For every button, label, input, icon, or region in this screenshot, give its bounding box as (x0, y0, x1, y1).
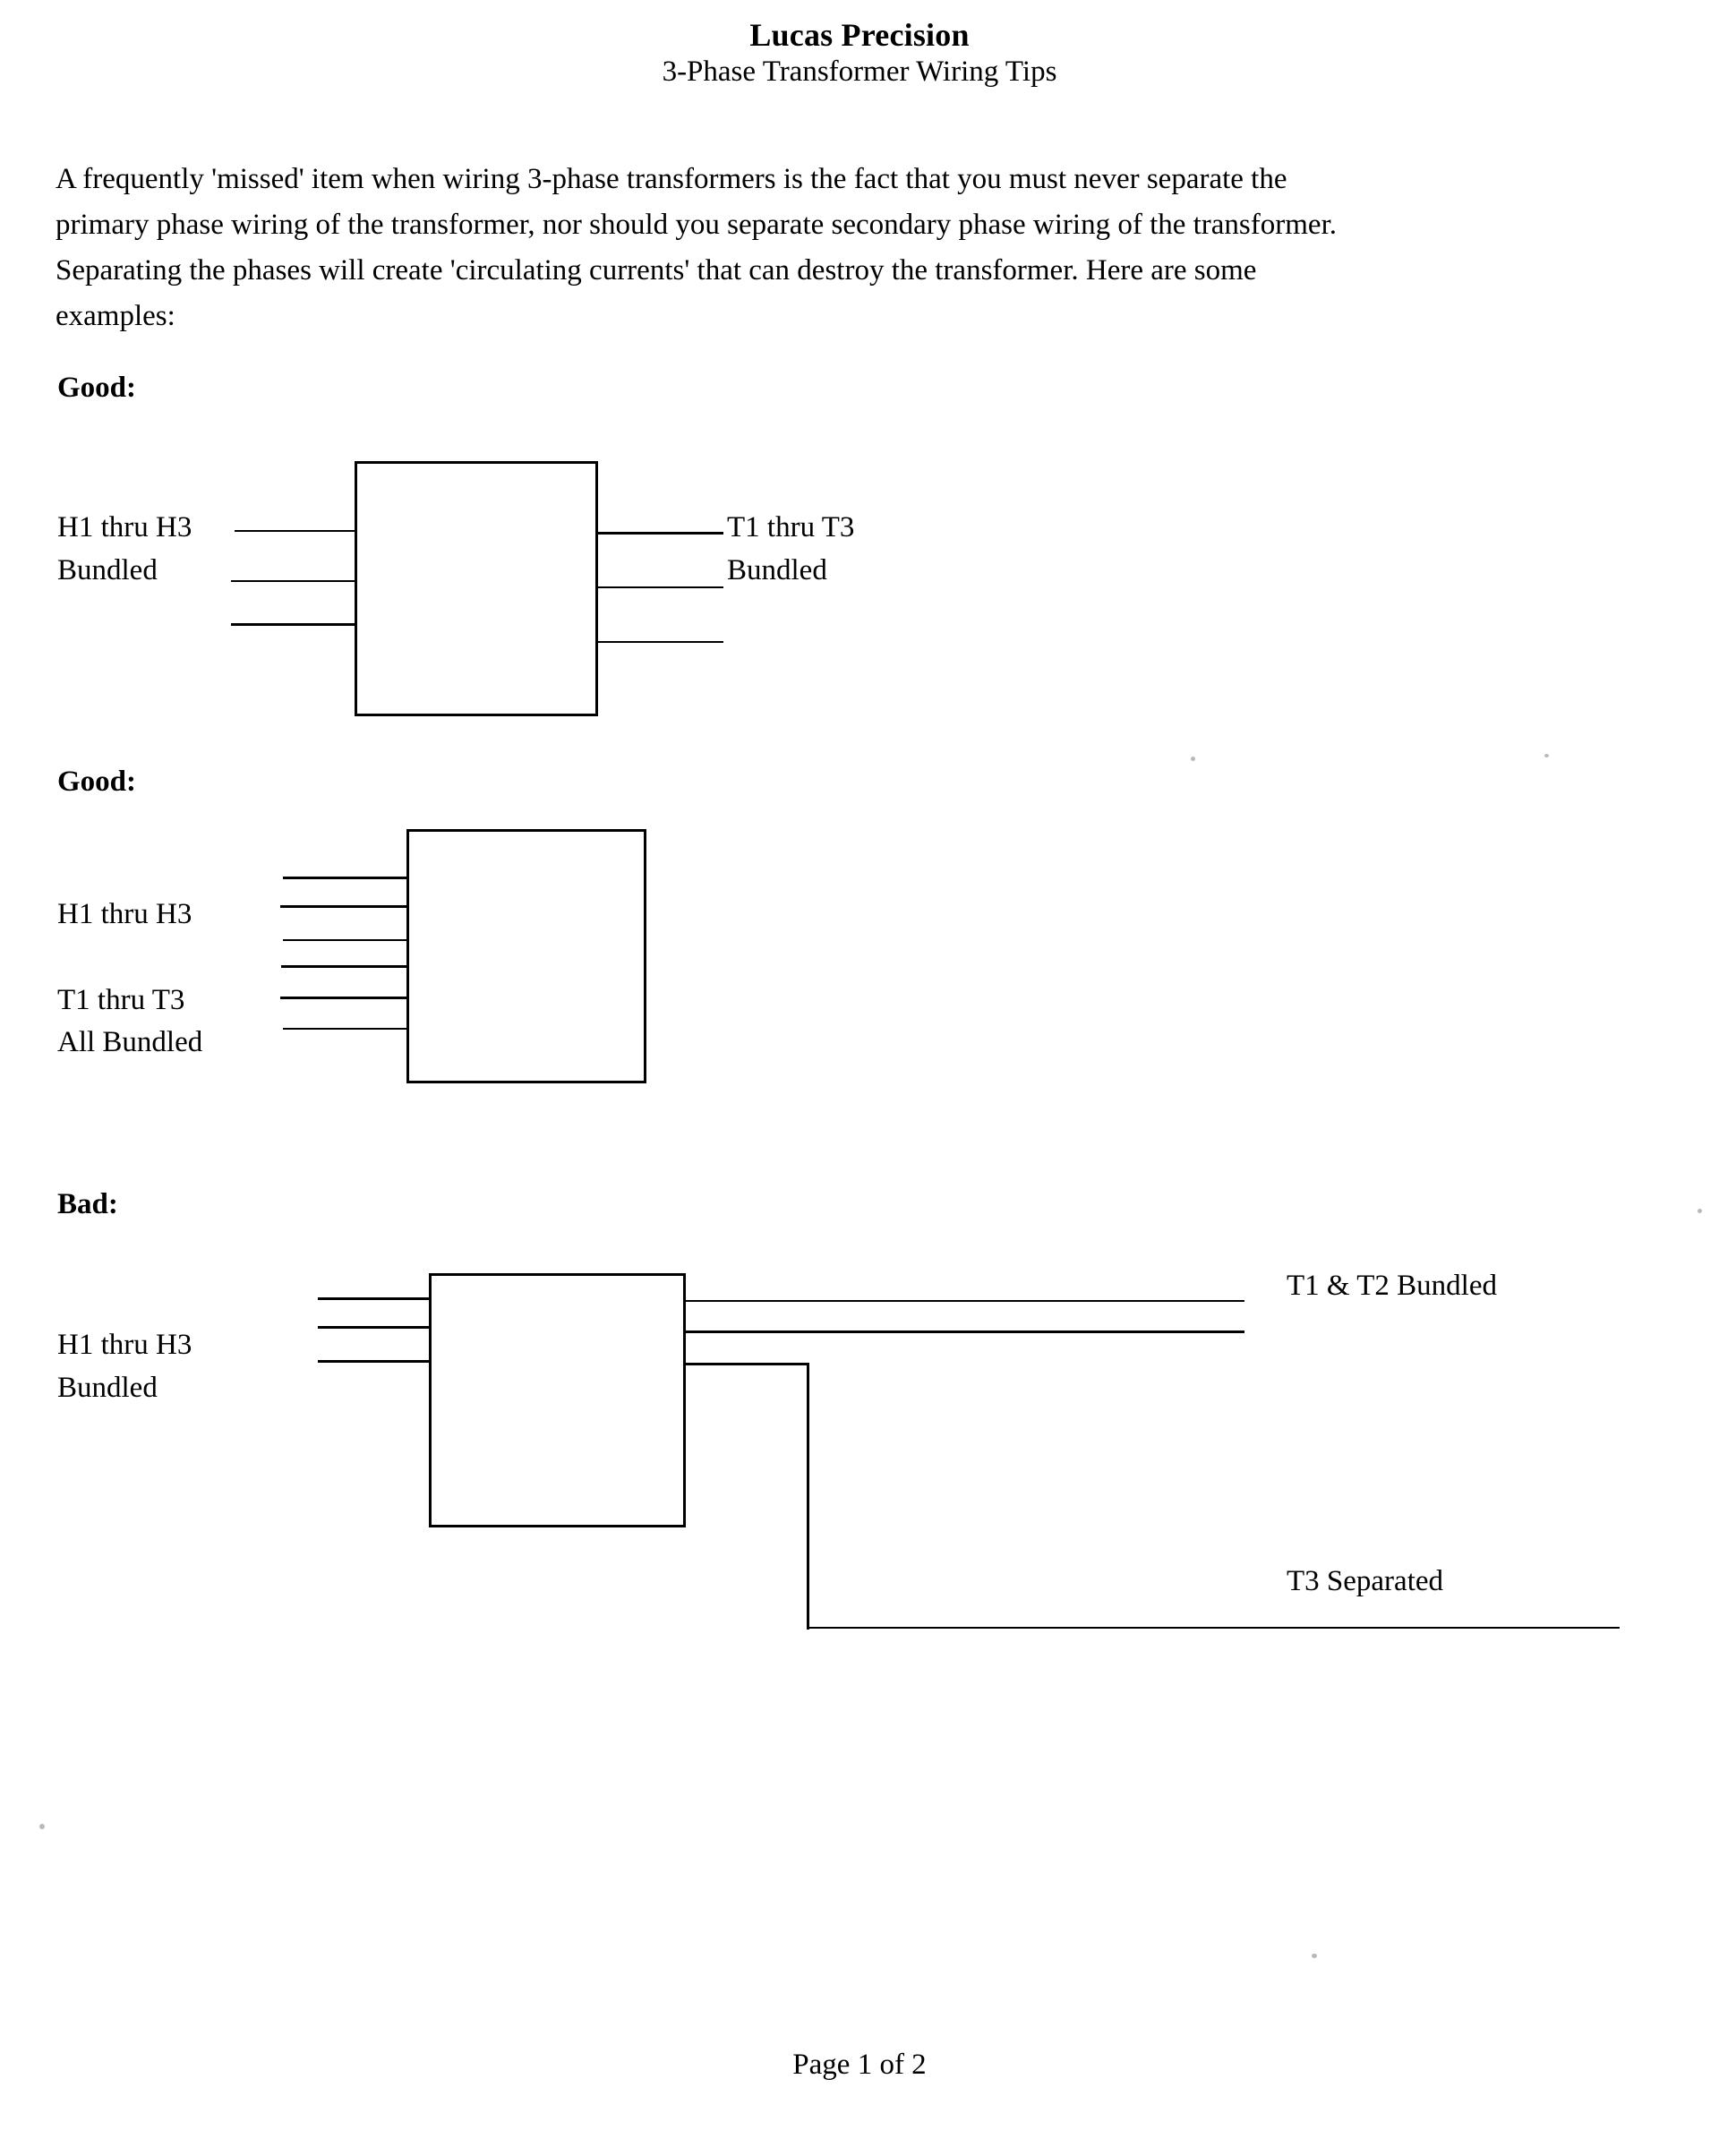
diagram1-primary-wire-1 (235, 530, 356, 532)
diagram3-secondary-wire-t3-stub (684, 1363, 809, 1365)
diagram3-primary-wire-3 (318, 1360, 431, 1363)
page-footer: Page 1 of 2 (792, 2049, 927, 2081)
diagram1-secondary-wire-1 (596, 532, 723, 535)
section-heading-good-2: Good: (57, 766, 137, 798)
diagram1-secondary-wire-2 (596, 586, 723, 588)
paragraph-line-4: examples: (56, 300, 175, 332)
diagram2-transformer-box (406, 829, 646, 1083)
diagram3-transformer-box (429, 1273, 686, 1527)
diagram1-primary-wire-3 (231, 623, 356, 626)
diagram2-wire-1 (283, 877, 408, 879)
diagram3-right-label-bottom: T3 Separated (1287, 1565, 1444, 1597)
diagram3-left-label-line2: Bundled (57, 1372, 158, 1404)
diagram2-left-label-line1: H1 thru H3 (57, 898, 192, 930)
diagram2-wire-2 (280, 905, 408, 908)
diagram3-secondary-wire-t2 (684, 1330, 1244, 1333)
diagram2-left-label-line2: T1 thru T3 (57, 984, 185, 1016)
paragraph-line-2: primary phase wiring of the transformer, nor should you separate secondary phase wiring of the transformer. (56, 209, 1337, 241)
scan-speck (1698, 1209, 1702, 1213)
diagram2-wire-5 (280, 997, 408, 999)
diagram3-secondary-wire-t3-run (807, 1627, 1620, 1629)
diagram3-right-label-top: T1 & T2 Bundled (1287, 1270, 1497, 1302)
diagram1-right-label-line1: T1 thru T3 (727, 511, 855, 543)
scan-speck (1191, 757, 1195, 761)
diagram1-left-label-line1: H1 thru H3 (57, 511, 192, 543)
diagram3-primary-wire-2 (318, 1326, 431, 1329)
scan-speck (1312, 1954, 1317, 1958)
diagram2-wire-6 (283, 1028, 408, 1030)
paragraph-line-1: A frequently 'missed' item when wiring 3-phase transformers is the fact that you must never separate the (56, 163, 1287, 195)
scan-speck (39, 1824, 45, 1829)
diagram1-primary-wire-2 (231, 580, 356, 582)
diagram1-left-label-line2: Bundled (57, 554, 158, 586)
diagram2-wire-3 (283, 939, 408, 941)
diagram2-left-label-line3: All Bundled (57, 1026, 203, 1058)
section-heading-bad: Bad: (57, 1188, 118, 1220)
diagram3-secondary-wire-t3-drop (807, 1363, 809, 1630)
page-title: Lucas Precision (749, 17, 970, 53)
section-heading-good-1: Good: (57, 372, 137, 404)
scan-speck (1544, 754, 1549, 757)
diagram2-wire-4 (281, 965, 408, 968)
diagram1-transformer-box (355, 461, 598, 716)
diagram3-primary-wire-1 (318, 1297, 431, 1300)
diagram3-secondary-wire-t1 (684, 1300, 1244, 1302)
page-subtitle: 3-Phase Transformer Wiring Tips (662, 56, 1057, 88)
diagram1-secondary-wire-3 (596, 641, 723, 643)
paragraph-line-3: Separating the phases will create 'circulating currents' that can destroy the transformer. Here are some (56, 254, 1257, 287)
diagram1-right-label-line2: Bundled (727, 554, 827, 586)
intro-paragraph (56, 157, 1667, 339)
diagram3-left-label-line1: H1 thru H3 (57, 1329, 192, 1361)
